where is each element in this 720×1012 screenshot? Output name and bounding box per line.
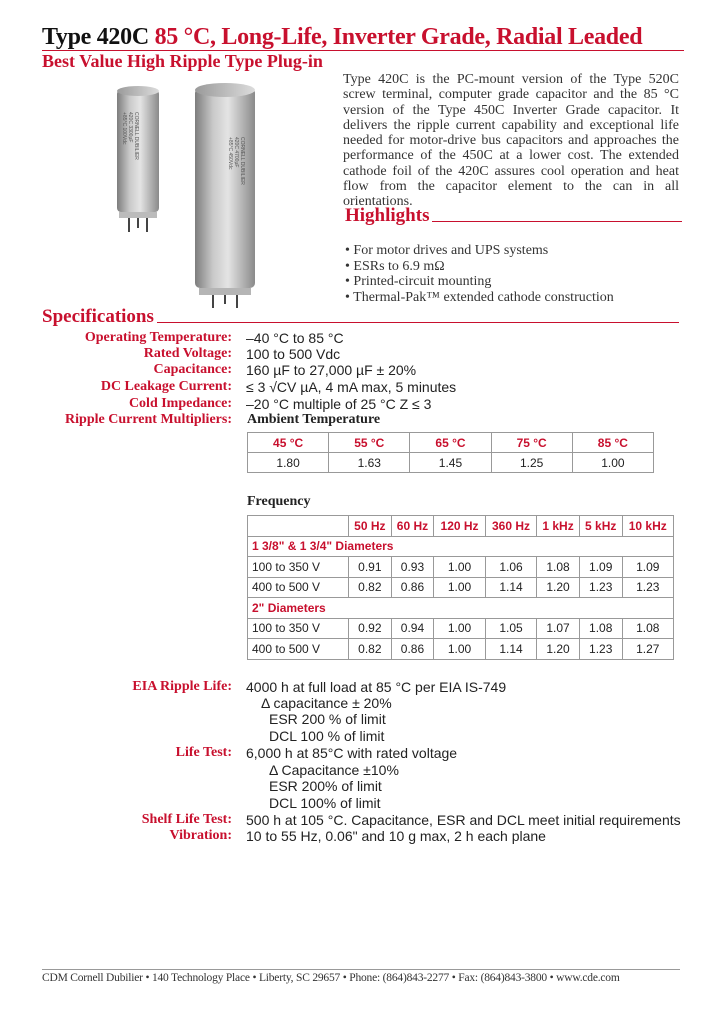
eia-ripple-life-line: 4000 h at full load at 85 °C per EIA IS-749 <box>246 679 507 695</box>
eia-ripple-life-label: EIA Ripple Life: <box>132 679 232 694</box>
freq-row-label: 100 to 350 V <box>248 618 349 639</box>
freq-cell: 0.82 <box>349 639 392 660</box>
freq-header-cell: 120 Hz <box>434 516 485 537</box>
capacitor-photo <box>105 82 275 312</box>
table-row <box>248 557 674 578</box>
freq-header-cell: 10 kHz <box>622 516 673 537</box>
life-test-label: Life Test: <box>175 745 232 760</box>
spec-label-rated-voltage: Rated Voltage: <box>143 346 232 361</box>
freq-row-label: 400 to 500 V <box>248 639 349 660</box>
freq-header-cell: 5 kHz <box>579 516 622 537</box>
spec-value-dc-leakage: ≤ 3 √CV µA, 4 mA max, 5 minutes <box>246 379 457 395</box>
freq-cell: 1.20 <box>537 639 580 660</box>
freq-cell: 1.09 <box>579 557 622 578</box>
table-row <box>248 618 674 639</box>
freq-cell: 1.08 <box>622 618 673 639</box>
freq-cell: 1.00 <box>434 639 485 660</box>
svg-text:420C 4700µF: 420C 4700µF <box>233 137 239 168</box>
amb-value-cell: 1.25 <box>491 453 572 473</box>
highlight-item: • Printed-circuit mounting <box>345 274 492 289</box>
freq-cell: 1.27 <box>622 639 673 660</box>
shelf-life-label: Shelf Life Test: <box>141 812 232 827</box>
freq-cell: 0.93 <box>391 557 434 578</box>
table-row <box>248 639 674 660</box>
freq-cell: 1.14 <box>485 577 536 598</box>
spec-value-cold-impedance: –20 °C multiple of 25 °C Z ≤ 3 <box>246 396 432 412</box>
freq-cell: 1.23 <box>622 577 673 598</box>
subtitle: Best Value High Ripple Type Plug-in <box>42 51 323 71</box>
amb-header-cell: 55 °C <box>329 433 410 453</box>
amb-value-cell: 1.00 <box>572 453 653 473</box>
highlights-list <box>345 243 614 305</box>
small-capacitor <box>117 86 159 232</box>
freq-cell: 1.00 <box>434 618 485 639</box>
freq-group-header: 1 3/8" & 1 3/4" Diameters <box>248 536 674 557</box>
type-label: Type 420C <box>42 24 149 50</box>
freq-cell: 1.20 <box>537 577 580 598</box>
spec-label-capacitance: Capacitance: <box>153 362 232 377</box>
frequency-heading: Frequency <box>247 494 311 509</box>
ambient-temperature-table <box>247 432 654 473</box>
large-capacitor <box>195 83 255 308</box>
freq-cell: 0.86 <box>391 577 434 598</box>
freq-cell: 1.00 <box>434 577 485 598</box>
highlights-rule <box>432 221 682 222</box>
amb-value-cell: 1.80 <box>248 453 329 473</box>
freq-cell: 1.14 <box>485 639 536 660</box>
spec-label-operating-temperature: Operating Temperature: <box>84 330 232 345</box>
amb-value-cell: 1.63 <box>329 453 410 473</box>
amb-header-cell: 65 °C <box>410 433 491 453</box>
amb-header-cell: 45 °C <box>248 433 329 453</box>
freq-cell: 0.91 <box>349 557 392 578</box>
svg-text:420C 3300µF: 420C 3300µF <box>127 112 133 143</box>
life-test-line: DCL 100% of limit <box>269 795 381 811</box>
spec-value-rated-voltage: 100 to 500 Vdc <box>246 346 341 362</box>
freq-cell: 1.09 <box>622 557 673 578</box>
spec-value-capacitance: 160 µF to 27,000 µF ± 20% <box>246 362 417 378</box>
eia-ripple-life-line: ESR 200 % of limit <box>269 711 386 727</box>
svg-text:CORNELL DUBILIER: CORNELL DUBILIER <box>133 112 139 160</box>
freq-header-cell: 60 Hz <box>391 516 434 537</box>
freq-cell: 1.08 <box>579 618 622 639</box>
spec-label-dc-leakage: DC Leakage Current: <box>100 379 232 394</box>
table-row <box>248 577 674 598</box>
life-test-line: Δ Capacitance ±10% <box>269 762 399 778</box>
amb-value-cell: 1.45 <box>410 453 491 473</box>
freq-cell: 1.23 <box>579 639 622 660</box>
freq-cell: 1.23 <box>579 577 622 598</box>
amb-header-cell: 85 °C <box>572 433 653 453</box>
amb-header-cell: 75 °C <box>491 433 572 453</box>
freq-group-header: 2" Diameters <box>248 598 674 619</box>
svg-text:CORNELL DUBILIER: CORNELL DUBILIER <box>239 137 245 185</box>
page-title <box>42 24 642 51</box>
freq-header-cell: 360 Hz <box>485 516 536 537</box>
specifications-rule <box>157 322 679 323</box>
freq-header-cell: 1 kHz <box>537 516 580 537</box>
highlights-heading: Highlights <box>345 205 430 226</box>
title-rest: 85 °C, Long-Life, Inverter Grade, Radial Leaded <box>154 24 643 50</box>
svg-text:+85°C 450Vdc: +85°C 450Vdc <box>227 137 233 170</box>
frequency-table <box>247 515 674 660</box>
footer-rule <box>42 969 680 970</box>
eia-ripple-life-line: Δ capacitance ± 20% <box>261 695 392 711</box>
freq-cell: 0.92 <box>349 618 392 639</box>
spec-value-operating-temperature: –40 °C to 85 °C <box>246 330 344 346</box>
freq-cell: 1.06 <box>485 557 536 578</box>
spec-label-ripple-multipliers: Ripple Current Multipliers: <box>65 412 232 427</box>
freq-cell: 0.94 <box>391 618 434 639</box>
eia-ripple-life-line: DCL 100 % of limit <box>269 728 385 744</box>
life-test-line: ESR 200% of limit <box>269 778 382 794</box>
freq-row-label: 100 to 350 V <box>248 557 349 578</box>
svg-text:+85°C 100Vdc: +85°C 100Vdc <box>121 112 127 145</box>
freq-cell: 1.05 <box>485 618 536 639</box>
intro-paragraph: Type 420C is the PC-mount version of the Type 520C screw terminal, computer grade capacitor and the 85 °C version of the Type 450C Inverter Grade capacitor. It delivers the ripple current capability and exceptional life needed for motor-drive bus capacitors and approaches the performance of the 450C at a lower cost. The extended cathode foil of the 420C assures cool operation and heat flow from the capacitor element to the can in all orientations. <box>343 72 679 210</box>
spec-label-cold-impedance: Cold Impedance: <box>128 396 232 411</box>
vibration-value: 10 to 55 Hz, 0.06" and 10 g max, 2 h each plane <box>246 828 546 844</box>
freq-cell: 1.07 <box>537 618 580 639</box>
shelf-life-value: 500 h at 105 °C. Capacitance, ESR and DCL meet initial requirements <box>246 812 681 828</box>
freq-header-blank <box>248 516 349 537</box>
freq-row-label: 400 to 500 V <box>248 577 349 598</box>
specifications-heading: Specifications <box>42 306 154 327</box>
highlight-item: • For motor drives and UPS systems <box>345 243 549 258</box>
vibration-label: Vibration: <box>169 828 232 843</box>
freq-header-cell: 50 Hz <box>349 516 392 537</box>
freq-cell: 1.08 <box>537 557 580 578</box>
freq-cell: 0.82 <box>349 577 392 598</box>
freq-cell: 1.00 <box>434 557 485 578</box>
highlight-item: • Thermal-Pak™ extended cathode construction <box>345 289 614 305</box>
highlight-item: • ESRs to 6.9 mΩ <box>345 258 445 274</box>
footer-contact: CDM Cornell Dubilier • 140 Technology Place • Liberty, SC 29657 • Phone: (864)843-2277 • Fax: (864)843-3800 • www.cde.com <box>42 972 620 984</box>
freq-cell: 0.86 <box>391 639 434 660</box>
life-test-line: 6,000 h at 85°C with rated voltage <box>246 745 458 761</box>
ambient-temperature-heading: Ambient Temperature <box>247 412 381 427</box>
